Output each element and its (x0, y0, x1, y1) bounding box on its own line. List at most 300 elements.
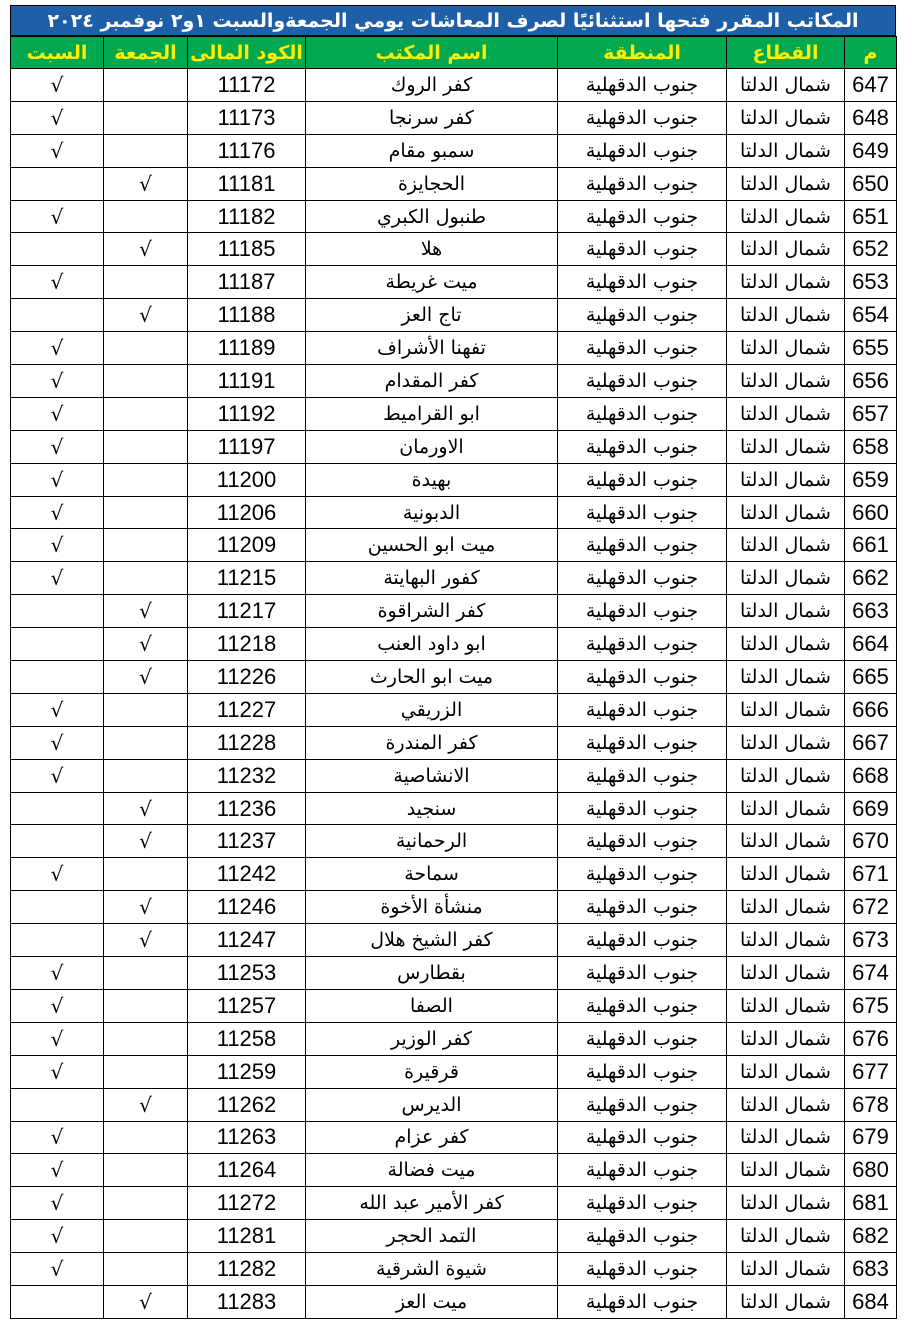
region-cell: جنوب الدقهلية (558, 825, 727, 858)
table-row (11, 430, 897, 463)
region-cell: جنوب الدقهلية (558, 299, 727, 332)
table-row (11, 628, 897, 661)
sector-cell: شمال الدلتا (727, 562, 845, 595)
table-row (11, 1055, 897, 1088)
office-name-cell: سماحة (306, 858, 558, 891)
financial-code-cell: 11236 (188, 792, 306, 825)
table-row (11, 726, 897, 759)
sector-cell: شمال الدلتا (727, 924, 845, 957)
friday-check-cell: √ (104, 891, 188, 924)
table-row (11, 463, 897, 496)
friday-check-cell: √ (104, 299, 188, 332)
friday-check-cell (104, 858, 188, 891)
region-cell: جنوب الدقهلية (558, 562, 727, 595)
region-cell: جنوب الدقهلية (558, 693, 727, 726)
row-number: 662 (845, 562, 897, 595)
table-row (11, 1088, 897, 1121)
region-cell: جنوب الدقهلية (558, 759, 727, 792)
row-number: 681 (845, 1187, 897, 1220)
sector-cell: شمال الدلتا (727, 1121, 845, 1154)
saturday-check-cell: √ (11, 365, 104, 398)
table-row (11, 891, 897, 924)
financial-code-cell: 11200 (188, 463, 306, 496)
office-name-cell: كفر عزام (306, 1121, 558, 1154)
table-row (11, 134, 897, 167)
friday-check-cell (104, 1121, 188, 1154)
row-number: 649 (845, 134, 897, 167)
sector-cell: شمال الدلتا (727, 430, 845, 463)
office-name-cell: التمد الحجر (306, 1220, 558, 1253)
office-name-cell: الحجايزة (306, 167, 558, 200)
region-cell: جنوب الدقهلية (558, 1121, 727, 1154)
office-name-cell: الزريقي (306, 693, 558, 726)
saturday-check-cell (11, 792, 104, 825)
table-row (11, 1022, 897, 1055)
table-row (11, 496, 897, 529)
table-row (11, 1253, 897, 1286)
region-cell: جنوب الدقهلية (558, 792, 727, 825)
table-row (11, 266, 897, 299)
saturday-check-cell (11, 825, 104, 858)
row-number: 672 (845, 891, 897, 924)
office-name-cell: هلا (306, 233, 558, 266)
row-number: 670 (845, 825, 897, 858)
region-cell: جنوب الدقهلية (558, 463, 727, 496)
saturday-check-cell: √ (11, 1253, 104, 1286)
friday-check-cell (104, 397, 188, 430)
row-number: 680 (845, 1154, 897, 1187)
friday-check-cell (104, 496, 188, 529)
sector-cell: شمال الدلتا (727, 463, 845, 496)
table-row (11, 529, 897, 562)
office-name-cell: شيوة الشرقية (306, 1253, 558, 1286)
friday-check-cell (104, 266, 188, 299)
row-number: 682 (845, 1220, 897, 1253)
row-number: 661 (845, 529, 897, 562)
friday-check-cell: √ (104, 661, 188, 694)
friday-check-cell: √ (104, 233, 188, 266)
office-name-cell: سنجيد (306, 792, 558, 825)
office-name-cell: كفر المندرة (306, 726, 558, 759)
sector-cell: شمال الدلتا (727, 891, 845, 924)
saturday-check-cell: √ (11, 1187, 104, 1220)
saturday-check-cell (11, 891, 104, 924)
friday-check-cell: √ (104, 167, 188, 200)
region-cell: جنوب الدقهلية (558, 628, 727, 661)
financial-code-cell: 11191 (188, 365, 306, 398)
table-row (11, 1220, 897, 1253)
region-cell: جنوب الدقهلية (558, 266, 727, 299)
friday-check-cell (104, 1253, 188, 1286)
financial-code-cell: 11181 (188, 167, 306, 200)
financial-code-cell: 11187 (188, 266, 306, 299)
friday-check-cell (104, 957, 188, 990)
office-name-cell: كفر الوزير (306, 1022, 558, 1055)
region-cell: جنوب الدقهلية (558, 233, 727, 266)
row-number: 653 (845, 266, 897, 299)
row-number: 671 (845, 858, 897, 891)
table-row (11, 562, 897, 595)
friday-check-cell: √ (104, 924, 188, 957)
sector-cell: شمال الدلتا (727, 661, 845, 694)
financial-code-cell: 11283 (188, 1285, 306, 1318)
row-number: 656 (845, 365, 897, 398)
office-name-cell: كفر الشيخ هلال (306, 924, 558, 957)
row-number: 663 (845, 595, 897, 628)
region-cell: جنوب الدقهلية (558, 1220, 727, 1253)
friday-check-cell: √ (104, 792, 188, 825)
row-number: 666 (845, 693, 897, 726)
offices-table (10, 36, 897, 1319)
financial-code-cell: 11192 (188, 397, 306, 430)
saturday-check-cell (11, 924, 104, 957)
table-row (11, 299, 897, 332)
row-number: 679 (845, 1121, 897, 1154)
friday-check-cell: √ (104, 1088, 188, 1121)
saturday-check-cell: √ (11, 332, 104, 365)
saturday-check-cell: √ (11, 1022, 104, 1055)
sector-cell: شمال الدلتا (727, 825, 845, 858)
region-cell: جنوب الدقهلية (558, 1022, 727, 1055)
region-cell: جنوب الدقهلية (558, 1154, 727, 1187)
region-cell: جنوب الدقهلية (558, 200, 727, 233)
table-row (11, 200, 897, 233)
office-name-cell: الدبونية (306, 496, 558, 529)
friday-check-cell: √ (104, 595, 188, 628)
friday-check-cell (104, 69, 188, 102)
financial-code-cell: 11228 (188, 726, 306, 759)
sector-cell: شمال الدلتا (727, 529, 845, 562)
financial-code-cell: 11242 (188, 858, 306, 891)
offices-sheet (10, 5, 896, 1319)
row-number: 658 (845, 430, 897, 463)
financial-code-cell: 11247 (188, 924, 306, 957)
financial-code-cell: 11263 (188, 1121, 306, 1154)
sector-cell: شمال الدلتا (727, 397, 845, 430)
office-name-cell: بهيدة (306, 463, 558, 496)
table-row (11, 595, 897, 628)
saturday-check-cell: √ (11, 693, 104, 726)
financial-code-cell: 11173 (188, 101, 306, 134)
region-cell: جنوب الدقهلية (558, 69, 727, 102)
table-row (11, 1121, 897, 1154)
sector-cell: شمال الدلتا (727, 628, 845, 661)
saturday-check-cell: √ (11, 726, 104, 759)
friday-check-cell (104, 365, 188, 398)
financial-code-cell: 11176 (188, 134, 306, 167)
office-name-cell: طنبول الكبري (306, 200, 558, 233)
table-row (11, 69, 897, 102)
financial-code-cell: 11264 (188, 1154, 306, 1187)
friday-check-cell (104, 332, 188, 365)
financial-code-cell: 11218 (188, 628, 306, 661)
region-cell: جنوب الدقهلية (558, 1187, 727, 1220)
financial-code-cell: 11227 (188, 693, 306, 726)
table-row (11, 101, 897, 134)
financial-code-cell: 11232 (188, 759, 306, 792)
saturday-check-cell: √ (11, 858, 104, 891)
row-number: 648 (845, 101, 897, 134)
header-num: م (845, 37, 897, 69)
table-row (11, 957, 897, 990)
region-cell: جنوب الدقهلية (558, 858, 727, 891)
table-row (11, 1285, 897, 1318)
financial-code-cell: 11272 (188, 1187, 306, 1220)
sector-cell: شمال الدلتا (727, 299, 845, 332)
financial-code-cell: 11257 (188, 989, 306, 1022)
row-number: 675 (845, 989, 897, 1022)
friday-check-cell (104, 529, 188, 562)
region-cell: جنوب الدقهلية (558, 989, 727, 1022)
sector-cell: شمال الدلتا (727, 759, 845, 792)
office-name-cell: الرحمانية (306, 825, 558, 858)
region-cell: جنوب الدقهلية (558, 957, 727, 990)
region-cell: جنوب الدقهلية (558, 924, 727, 957)
saturday-check-cell: √ (11, 1154, 104, 1187)
table-row (11, 365, 897, 398)
table-row (11, 397, 897, 430)
saturday-check-cell: √ (11, 1121, 104, 1154)
saturday-check-cell (11, 595, 104, 628)
row-number: 665 (845, 661, 897, 694)
office-name-cell: كفور البهايتة (306, 562, 558, 595)
saturday-check-cell (11, 661, 104, 694)
table-row (11, 825, 897, 858)
row-number: 667 (845, 726, 897, 759)
friday-check-cell (104, 726, 188, 759)
saturday-check-cell: √ (11, 1220, 104, 1253)
row-number: 684 (845, 1285, 897, 1318)
table-row (11, 759, 897, 792)
office-name-cell: منشأة الأخوة (306, 891, 558, 924)
table-row (11, 1187, 897, 1220)
sector-cell: شمال الدلتا (727, 1187, 845, 1220)
saturday-check-cell: √ (11, 101, 104, 134)
region-cell: جنوب الدقهلية (558, 397, 727, 430)
sheet-title: المكاتب المقرر فتحها استثنائيًا لصرف المعاشات يومي الجمعةوالسبت ١و٢ نوفمبر ٢٠٢٤ (10, 5, 896, 36)
saturday-check-cell (11, 233, 104, 266)
office-name-cell: ميت ابو الحارث (306, 661, 558, 694)
region-cell: جنوب الدقهلية (558, 365, 727, 398)
region-cell: جنوب الدقهلية (558, 167, 727, 200)
office-name-cell: ميت غريطة (306, 266, 558, 299)
sector-cell: شمال الدلتا (727, 332, 845, 365)
row-number: 657 (845, 397, 897, 430)
sector-cell: شمال الدلتا (727, 101, 845, 134)
sector-cell: شمال الدلتا (727, 792, 845, 825)
sector-cell: شمال الدلتا (727, 1154, 845, 1187)
financial-code-cell: 11253 (188, 957, 306, 990)
row-number: 659 (845, 463, 897, 496)
friday-check-cell (104, 463, 188, 496)
saturday-check-cell: √ (11, 1055, 104, 1088)
saturday-check-cell: √ (11, 463, 104, 496)
row-number: 673 (845, 924, 897, 957)
row-number: 676 (845, 1022, 897, 1055)
friday-check-cell (104, 989, 188, 1022)
sector-cell: شمال الدلتا (727, 69, 845, 102)
office-name-cell: ميت ابو الحسين (306, 529, 558, 562)
office-name-cell: سمبو مقام (306, 134, 558, 167)
header-office: اسم المكتب (306, 37, 558, 69)
saturday-check-cell: √ (11, 957, 104, 990)
sector-cell: شمال الدلتا (727, 989, 845, 1022)
region-cell: جنوب الدقهلية (558, 1088, 727, 1121)
table-row (11, 661, 897, 694)
saturday-check-cell: √ (11, 69, 104, 102)
sector-cell: شمال الدلتا (727, 858, 845, 891)
table-row (11, 1154, 897, 1187)
sector-cell: شمال الدلتا (727, 134, 845, 167)
saturday-check-cell: √ (11, 562, 104, 595)
saturday-check-cell (11, 167, 104, 200)
sector-cell: شمال الدلتا (727, 1253, 845, 1286)
saturday-check-cell: √ (11, 397, 104, 430)
office-name-cell: كفر المقدام (306, 365, 558, 398)
sector-cell: شمال الدلتا (727, 1285, 845, 1318)
office-name-cell: كفر الشراقوة (306, 595, 558, 628)
region-cell: جنوب الدقهلية (558, 134, 727, 167)
row-number: 647 (845, 69, 897, 102)
financial-code-cell: 11282 (188, 1253, 306, 1286)
office-name-cell: ميت العز (306, 1285, 558, 1318)
office-name-cell: الانشاصية (306, 759, 558, 792)
office-name-cell: كفر الروك (306, 69, 558, 102)
sector-cell: شمال الدلتا (727, 1088, 845, 1121)
region-cell: جنوب الدقهلية (558, 726, 727, 759)
sector-cell: شمال الدلتا (727, 266, 845, 299)
row-number: 655 (845, 332, 897, 365)
friday-check-cell (104, 1022, 188, 1055)
row-number: 668 (845, 759, 897, 792)
financial-code-cell: 11237 (188, 825, 306, 858)
region-cell: جنوب الدقهلية (558, 1285, 727, 1318)
row-number: 677 (845, 1055, 897, 1088)
table-row (11, 233, 897, 266)
row-number: 660 (845, 496, 897, 529)
friday-check-cell (104, 101, 188, 134)
saturday-check-cell: √ (11, 134, 104, 167)
saturday-check-cell (11, 1088, 104, 1121)
office-name-cell: ميت فضالة (306, 1154, 558, 1187)
row-number: 654 (845, 299, 897, 332)
saturday-check-cell (11, 299, 104, 332)
office-name-cell: الديرس (306, 1088, 558, 1121)
saturday-check-cell: √ (11, 200, 104, 233)
sector-cell: شمال الدلتا (727, 1022, 845, 1055)
table-row (11, 693, 897, 726)
row-number: 651 (845, 200, 897, 233)
region-cell: جنوب الدقهلية (558, 891, 727, 924)
office-name-cell: الصفا (306, 989, 558, 1022)
region-cell: جنوب الدقهلية (558, 332, 727, 365)
sector-cell: شمال الدلتا (727, 233, 845, 266)
header-region: المنطقة (558, 37, 727, 69)
sector-cell: شمال الدلتا (727, 1055, 845, 1088)
financial-code-cell: 11262 (188, 1088, 306, 1121)
row-number: 683 (845, 1253, 897, 1286)
sector-cell: شمال الدلتا (727, 726, 845, 759)
saturday-check-cell: √ (11, 989, 104, 1022)
friday-check-cell (104, 1220, 188, 1253)
header-sector: القطاع (727, 37, 845, 69)
financial-code-cell: 11197 (188, 430, 306, 463)
friday-check-cell: √ (104, 628, 188, 661)
saturday-check-cell: √ (11, 430, 104, 463)
financial-code-cell: 11215 (188, 562, 306, 595)
saturday-check-cell: √ (11, 759, 104, 792)
region-cell: جنوب الدقهلية (558, 1253, 727, 1286)
office-name-cell: قرقيرة (306, 1055, 558, 1088)
row-number: 650 (845, 167, 897, 200)
friday-check-cell (104, 134, 188, 167)
financial-code-cell: 11259 (188, 1055, 306, 1088)
financial-code-cell: 11206 (188, 496, 306, 529)
saturday-check-cell (11, 1285, 104, 1318)
region-cell: جنوب الدقهلية (558, 661, 727, 694)
financial-code-cell: 11172 (188, 69, 306, 102)
table-row (11, 858, 897, 891)
row-number: 664 (845, 628, 897, 661)
financial-code-cell: 11258 (188, 1022, 306, 1055)
table-body (11, 69, 897, 1319)
table-row (11, 924, 897, 957)
sector-cell: شمال الدلتا (727, 365, 845, 398)
friday-check-cell (104, 759, 188, 792)
financial-code-cell: 11188 (188, 299, 306, 332)
office-name-cell: الاورمان (306, 430, 558, 463)
table-row (11, 167, 897, 200)
office-name-cell: ابو داود العنب (306, 628, 558, 661)
sector-cell: شمال الدلتا (727, 496, 845, 529)
saturday-check-cell: √ (11, 529, 104, 562)
friday-check-cell (104, 200, 188, 233)
region-cell: جنوب الدقهلية (558, 595, 727, 628)
office-name-cell: تفهنا الأشراف (306, 332, 558, 365)
sector-cell: شمال الدلتا (727, 200, 845, 233)
friday-check-cell (104, 1154, 188, 1187)
office-name-cell: ابو القراميط (306, 397, 558, 430)
sector-cell: شمال الدلتا (727, 1220, 845, 1253)
row-number: 669 (845, 792, 897, 825)
office-name-cell: تاج العز (306, 299, 558, 332)
table-row (11, 989, 897, 1022)
financial-code-cell: 11185 (188, 233, 306, 266)
friday-check-cell (104, 693, 188, 726)
row-number: 652 (845, 233, 897, 266)
sector-cell: شمال الدلتا (727, 595, 845, 628)
saturday-check-cell: √ (11, 496, 104, 529)
header-row (11, 37, 897, 69)
financial-code-cell: 11182 (188, 200, 306, 233)
header-code: الكود المالى (188, 37, 306, 69)
sector-cell: شمال الدلتا (727, 693, 845, 726)
friday-check-cell (104, 1187, 188, 1220)
region-cell: جنوب الدقهلية (558, 529, 727, 562)
saturday-check-cell (11, 628, 104, 661)
table-row (11, 332, 897, 365)
header-saturday: السبت (11, 37, 104, 69)
financial-code-cell: 11246 (188, 891, 306, 924)
region-cell: جنوب الدقهلية (558, 430, 727, 463)
region-cell: جنوب الدقهلية (558, 101, 727, 134)
sector-cell: شمال الدلتا (727, 957, 845, 990)
friday-check-cell (104, 430, 188, 463)
friday-check-cell (104, 1055, 188, 1088)
financial-code-cell: 11281 (188, 1220, 306, 1253)
office-name-cell: كفر الأمير عبد الله (306, 1187, 558, 1220)
saturday-check-cell: √ (11, 266, 104, 299)
